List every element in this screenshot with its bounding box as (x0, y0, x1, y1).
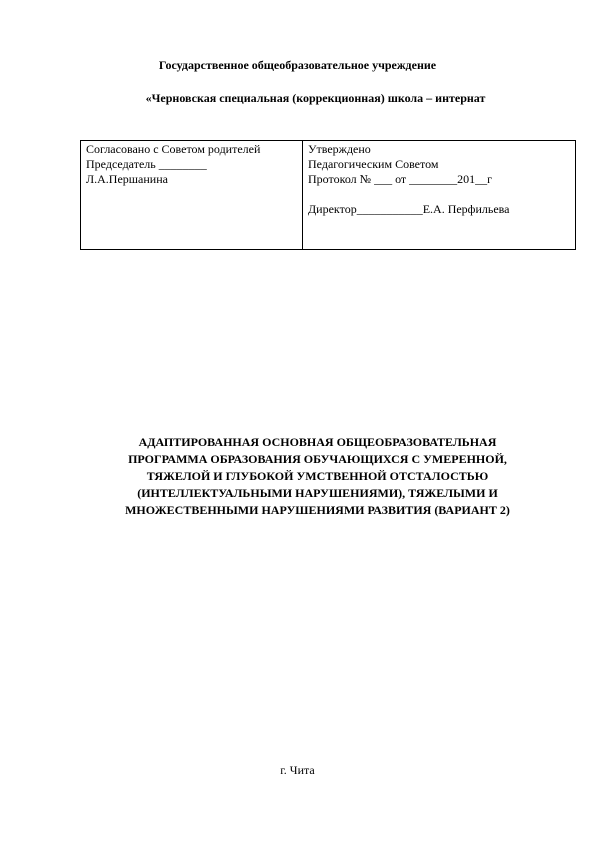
title-line: ПРОГРАММА ОБРАЗОВАНИЯ ОБУЧАЮЩИХСЯ С УМЕРЕННОЙ, (128, 452, 507, 466)
spacer (308, 187, 570, 202)
title-line: МНОЖЕСТВЕННЫМИ НАРУШЕНИЯМИ РАЗВИТИЯ (ВАРИАНТ 2) (125, 503, 510, 517)
title-line: АДАПТИРОВАННАЯ ОСНОВНАЯ ОБЩЕОБРАЗОВАТЕЛЬНАЯ (138, 435, 497, 449)
director-line: Директор___________Е.А. Перфильева (308, 202, 510, 216)
institution-type: Государственное общеобразовательное учреждение (158, 58, 437, 72)
approval-table (80, 140, 576, 250)
title-line: (ИНТЕЛЛЕКТУАЛЬНЫМИ НАРУШЕНИЯМИ), ТЯЖЕЛЫМИ И (137, 486, 498, 500)
school-name: «Черновская специальная (коррекционная) школа – интернат (145, 91, 486, 105)
approved-label: Утверждено (308, 142, 371, 156)
council-name: Педагогическим Советом (308, 157, 439, 171)
chairman-line: Председатель ________ (86, 157, 207, 171)
chairman-name: Л.А.Першанина (86, 172, 168, 186)
city: г. Чита (280, 763, 315, 777)
parents-council-cell (81, 141, 303, 249)
protocol-line: Протокол № ___ от ________201__г (308, 172, 493, 186)
document-title (60, 434, 575, 519)
title-line: ТЯЖЕЛОЙ И ГЛУБОКОЙ УМСТВЕННОЙ ОТСТАЛОСТЬЮ (146, 469, 489, 483)
agreed-label: Согласовано с Советом родителей (86, 142, 261, 156)
pedagogical-council-cell (303, 141, 575, 249)
